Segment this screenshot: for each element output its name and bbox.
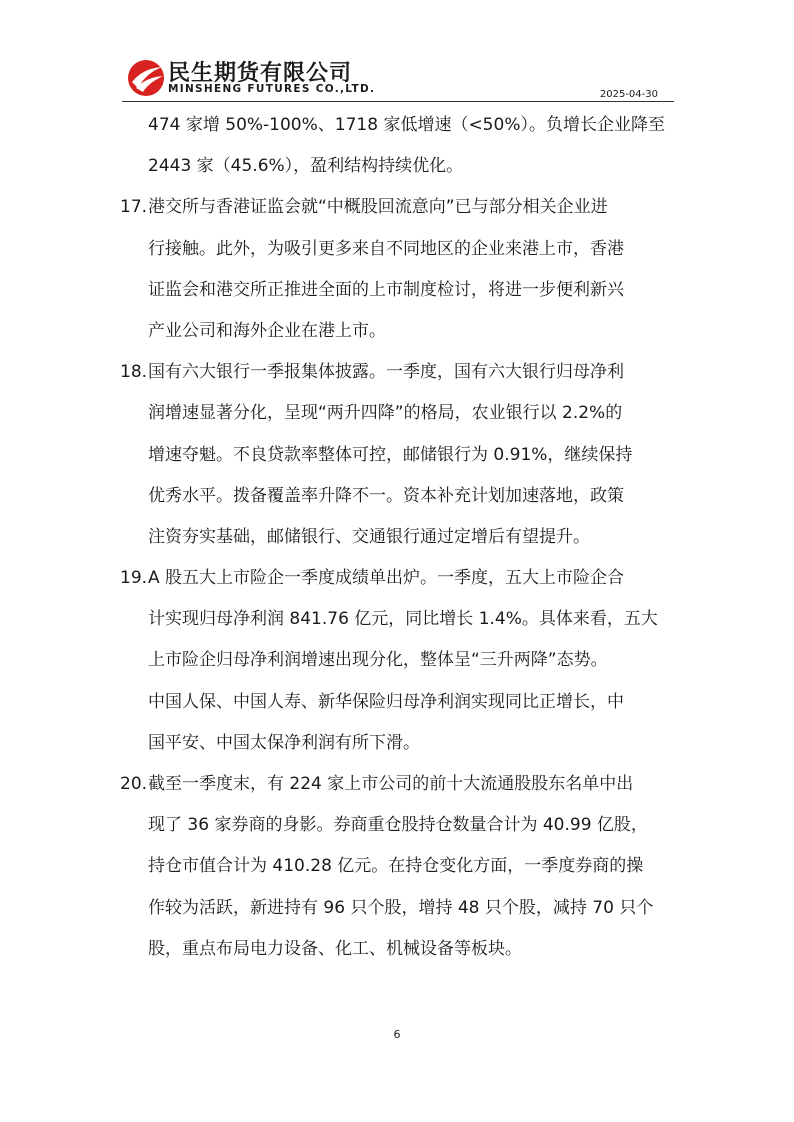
text-line: 优秀水平。拨备覆盖率升降不一。资本补充计划加速落地，政策 xyxy=(148,485,624,506)
text-line: 股，重点布局电力设备、化工、机械设备等板块。 xyxy=(148,938,522,959)
continued-paragraph xyxy=(120,105,678,187)
text-line: 行接触。此外，为吸引更多来自不同地区的企业来港上市，香港 xyxy=(148,238,624,259)
text-line: 中国人保、中国人寿、新华保险归母净利润实现同比正增长，中 xyxy=(148,691,624,712)
text-line: 持仓市值合计为 410.28 亿元。在持仓变化方面，一季度券商的操 xyxy=(148,856,644,877)
text-line: 现了 36 家券商的身影。券商重仓股持仓数量合计为 40.99 亿股， xyxy=(148,815,648,836)
page-header xyxy=(122,50,674,102)
minsheng-logo-icon xyxy=(126,58,166,98)
header-divider xyxy=(122,101,674,102)
text-line: 上市险企归母净利润增速出现分化，整体呈“三升两降”态势。 xyxy=(148,650,608,671)
text-line: A 股五大上市险企一季度成绩单出炉。一季度，五大上市险企合 xyxy=(148,568,625,589)
list-item xyxy=(120,558,678,764)
text-line: 注资夯实基础，邮储银行、交通银行通过定增后有望提升。 xyxy=(148,526,590,547)
report-date: 2025-04-30 xyxy=(599,89,658,100)
company-name-cn: 民生期货有限公司 xyxy=(168,61,353,86)
page-number: 6 xyxy=(393,1028,401,1041)
text-line: 474 家增 50%-100%、1718 家低增速（<50%）。负增长企业降至 xyxy=(148,115,665,135)
text-line: 国有六大银行一季报集体披露。一季度，国有六大银行归母净利 xyxy=(148,362,624,383)
item-number: 18. xyxy=(120,362,148,383)
page-body xyxy=(120,105,678,970)
list-item xyxy=(120,764,678,970)
text-line: 港交所与香港证监会就“中概股回流意向”已与部分相关企业进 xyxy=(148,197,608,218)
item-number: 20. xyxy=(120,774,148,794)
text-line: 作较为活跃，新进持有 96 只个股，增持 48 只个股，减持 70 只个 xyxy=(148,897,654,918)
text-line: 产业公司和海外企业在港上市。 xyxy=(148,320,386,341)
text-line: 国平安、中国太保净利润有所下滑。 xyxy=(148,732,420,753)
text-line: 证监会和港交所正推进全面的上市制度检讨，将进一步便利新兴 xyxy=(148,279,624,300)
list-item xyxy=(120,187,678,352)
text-line: 2443 家（45.6%），盈利结构持续优化。 xyxy=(148,156,464,177)
text-line: 计实现归母净利润 841.76 亿元，同比增长 1.4%。具体来看，五大 xyxy=(148,609,658,630)
text-line: 截至一季度末，有 224 家上市公司的前十大流通股股东名单中出 xyxy=(148,774,634,794)
text-line: 增速夺魁。不良贷款率整体可控，邮储银行为 0.91%，继续保持 xyxy=(148,444,633,465)
text-line: 润增速显著分化，呈现“两升四降”的格局，农业银行以 2.2%的 xyxy=(148,403,623,424)
item-number: 17. xyxy=(120,197,148,218)
company-name-en: MINSHENG FUTURES CO.,LTD. xyxy=(168,83,376,95)
list-item xyxy=(120,352,678,558)
item-number: 19. xyxy=(120,568,148,589)
